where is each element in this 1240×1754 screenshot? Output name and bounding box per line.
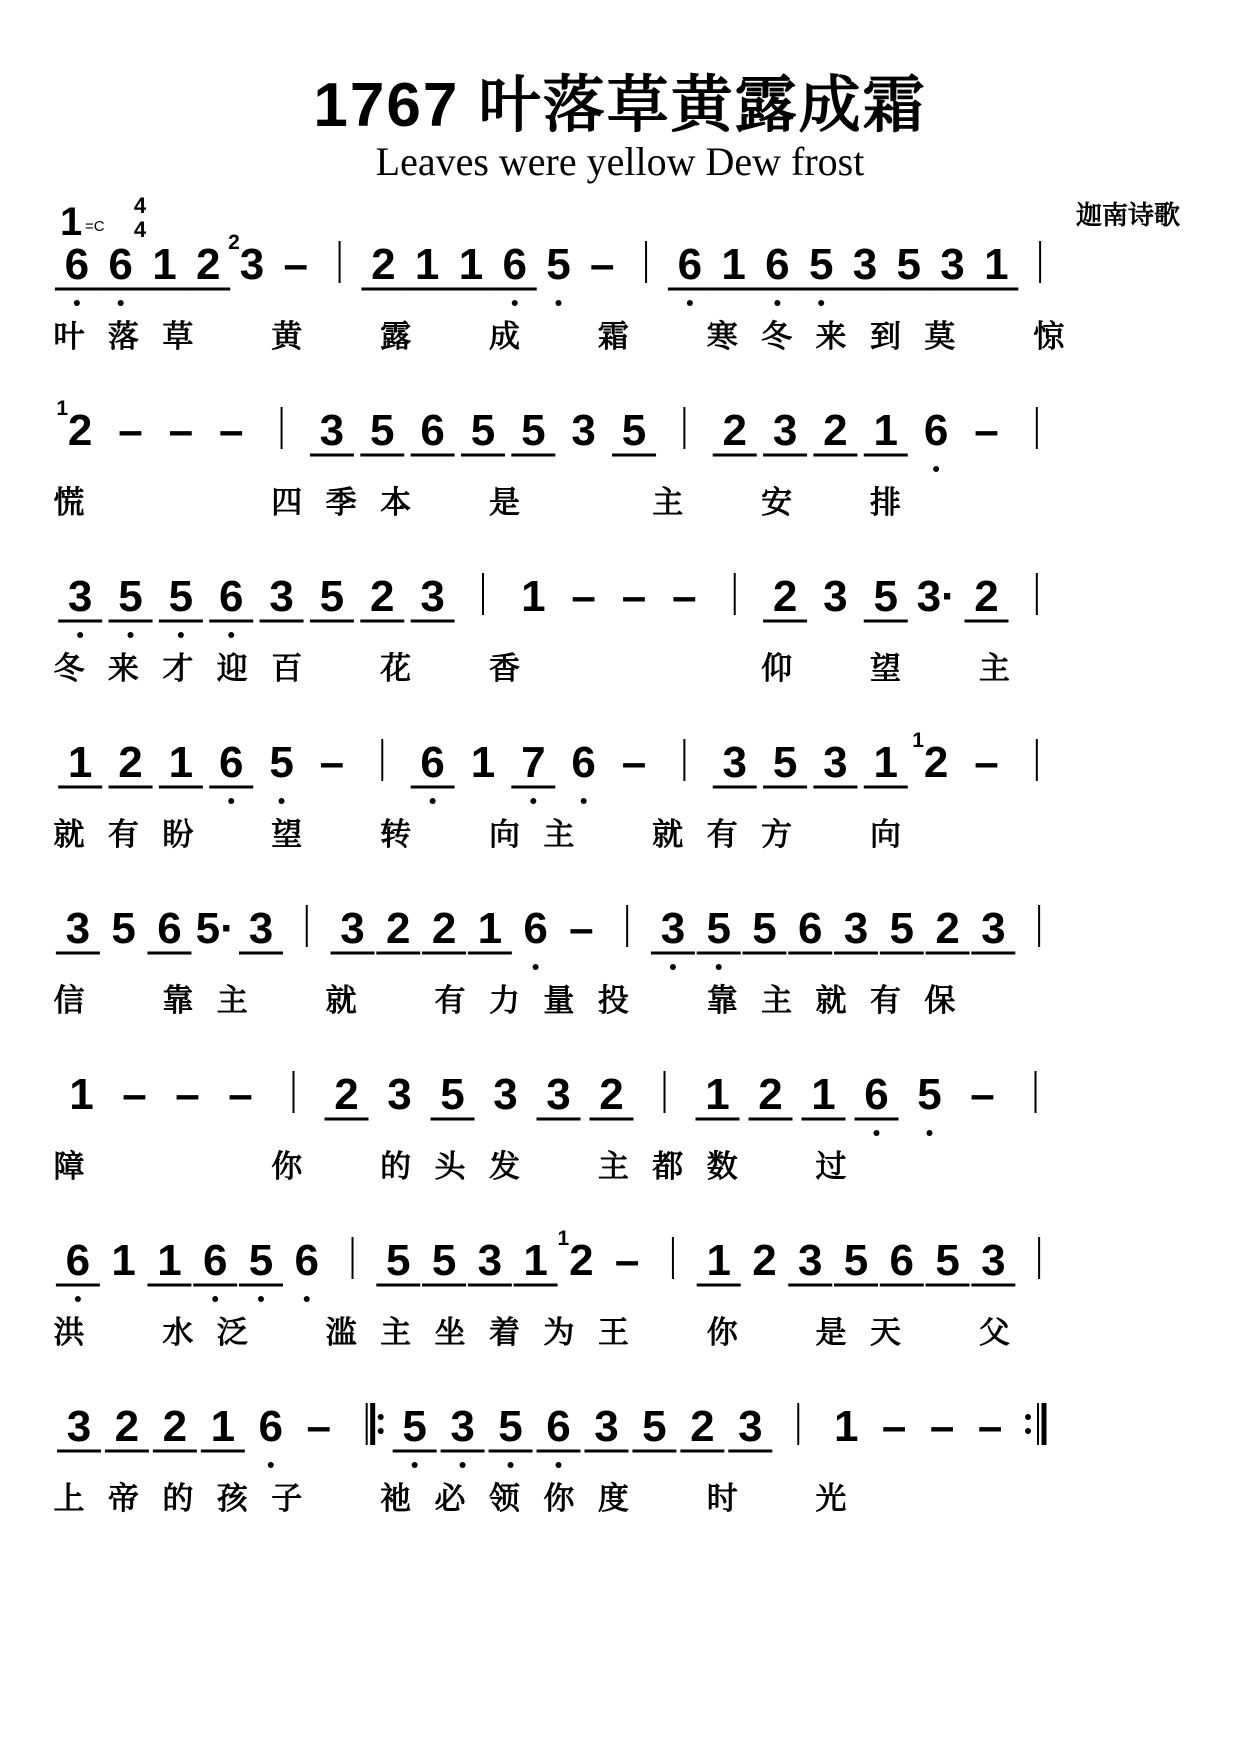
lyric-char: 向 [869,817,901,853]
note-digit: 6 [889,1236,915,1285]
lyric-char: 天 [869,1315,901,1351]
lyric-char: 才 [162,651,194,687]
key-equals: =C [85,218,105,235]
note-digit: 3 [67,572,93,621]
note-digit: 1 [721,240,746,289]
lyric-char: 露 [380,319,412,355]
note-digit: 3 [843,904,869,953]
note-digit: – [974,738,999,787]
lyric-char: 来 [107,651,139,687]
note-digit: 6 [65,1236,91,1285]
note-digit: 1 [152,240,177,289]
low-octave-dot [508,1462,514,1468]
lyric-char: 数 [706,1149,738,1185]
low-octave-dot [212,1296,218,1302]
note-digit: 6 [202,1236,228,1285]
lyric-char: 滥 [325,1315,357,1351]
note-digit: 1 [811,1070,836,1119]
lyric-char: 百 [271,651,303,687]
lyric-char: 主 [380,1315,412,1351]
lyric-char: 仰 [761,651,793,687]
low-octave-dot [178,632,184,638]
low-octave-dot [927,1130,933,1136]
note-digit: 2 [974,572,999,621]
lyric-char: 黄 [271,319,303,355]
lyric-char: 花 [380,651,412,687]
note-digit: 5 [248,1236,274,1285]
lyric-char: 王 [597,1315,629,1351]
key-signature: 1 [60,200,83,244]
note-digit: 5 [168,572,194,621]
note-digit: 1 [833,1402,859,1451]
lyric-char: 是 [488,485,520,521]
lyric-char: 泛 [216,1315,248,1351]
lyric-char: 过 [815,1149,847,1185]
note-digit: 5 [706,904,731,953]
lyric-char: 父 [978,1315,1010,1351]
note-digit: 5 [498,1402,523,1451]
lyric-char: 保 [924,983,956,1019]
note-digit: 3 [823,738,848,787]
lyric-char: 你 [543,1481,575,1517]
note-digit: 1 [873,406,899,455]
lyric-char: 靠 [706,983,738,1019]
low-octave-dot [774,300,780,306]
note-digit: 1 [470,738,496,787]
note-digit: 6 [64,240,90,289]
lyric-char: 迎 [216,651,248,687]
lyric-char: 排 [869,485,901,521]
low-octave-dot [670,964,676,970]
lyric-char: 头 [434,1149,466,1185]
note-digit: 3 [798,1236,823,1285]
note-digit: 2 [722,406,747,455]
note-digit: – [306,1402,331,1451]
lyric-char: 主 [761,983,793,1019]
lyric-char: 方 [761,817,793,853]
lyric-char: 子 [271,1481,303,1517]
note-digit: 1 [458,240,484,289]
note-digit: 6 [923,406,949,455]
lyric-char: 冬 [53,651,85,687]
lyric-char: 障 [53,1149,85,1185]
note-digit: 5 [873,572,899,621]
note-digit: 3· [916,572,956,621]
note-digit: 3 [852,240,878,289]
note-digit: – [122,1070,147,1119]
note-digit: 1 [168,738,194,787]
lyric-char: 为 [543,1315,575,1351]
lyric-char: 信 [53,983,85,1019]
lyric-char: 靠 [162,983,194,1019]
note-digit: 1 [521,572,546,621]
note-digit: – [319,738,345,787]
note-digit: 1 [67,738,93,787]
note-digit: 5 [402,1402,427,1451]
note-digit: 1 [210,1402,236,1451]
note-digit: – [621,572,647,621]
note-digit: 3 [722,738,747,787]
note-digit: 5 [111,904,136,953]
lyric-char: 孩 [216,1481,248,1517]
repeat-dot [378,1414,384,1420]
lyric-char: 洪 [53,1315,85,1351]
note-digit: 5 [935,1236,960,1285]
low-octave-dot [412,1462,418,1468]
note-digit: 5 [386,1236,411,1285]
low-octave-dot [75,1296,81,1302]
note-digit: 6 [765,240,790,289]
lyric-char: 必 [434,1481,466,1517]
lyric-char: 望 [271,817,303,853]
note-digit: 2 [114,1402,140,1451]
lyric-char: 成 [488,319,520,355]
low-octave-dot [556,300,562,306]
note-digit: 6 [218,572,244,621]
note-digit: 3 [981,1236,1006,1285]
low-octave-dot [118,300,124,306]
low-octave-dot [933,466,939,472]
lyric-char: 着 [488,1315,520,1351]
note-digit: 3 [594,1402,619,1451]
lyric-char: 就 [652,817,684,853]
note-digit: 5 [917,1070,942,1119]
note-digit: 6 [502,240,527,289]
lyric-char: 主 [597,1149,629,1185]
note-digit: 3 [420,572,445,621]
lyric-char: 香 [488,651,520,687]
low-octave-dot [77,632,83,638]
note-digit: 5· [195,904,235,953]
note-digit: 5 [269,738,294,787]
note-digit: 6 [864,1070,889,1119]
low-octave-dot [530,798,536,804]
lyric-char: 主 [543,817,575,853]
note-digit: 6 [258,1402,284,1451]
note-digit: – [614,1236,640,1285]
lyric-char: 投 [597,983,629,1019]
lyric-char: 安 [761,485,793,521]
note-digit: – [672,572,697,621]
note-digit: – [228,1070,253,1119]
lyric-char: 就 [53,817,85,853]
note-digit: 1 [873,738,899,787]
note-digit: 3 [248,904,274,953]
lyric-char: 主 [216,983,248,1019]
grace-note: 1 [56,397,69,420]
note-digit: 6 [523,904,548,953]
lyric-char: 就 [325,983,357,1019]
grace-note: 1 [557,1227,570,1250]
lyric-char: 向 [488,817,520,853]
note-digit: 3 [493,1070,518,1119]
note-digit: – [569,904,594,953]
note-digit: 6 [546,1402,571,1451]
low-octave-dot [430,798,436,804]
note-digit: 1 [477,904,503,953]
song-title: 1767 叶落草黄露成霜 [313,71,927,140]
note-digit: 5 [896,240,922,289]
note-digit: 1 [523,1236,548,1285]
note-digit: – [929,1402,955,1451]
lyric-char: 是 [815,1315,847,1351]
lyric-char: 上 [53,1481,85,1517]
note-digit: 6 [420,406,445,455]
note-digit: 2 [118,738,143,787]
lyric-char: 你 [706,1315,738,1351]
low-octave-dot [228,798,234,804]
note-digit: 5 [370,406,395,455]
note-digit: 2 [772,572,798,621]
note-digit: 5 [808,240,834,289]
low-octave-dot [512,300,518,306]
note-digit: 1 [705,1070,730,1119]
note-digit: 3 [660,904,686,953]
note-digit: 6 [571,738,596,787]
lyric-char: 度 [597,1481,629,1517]
note-digit: 2 [758,1070,783,1119]
note-digit: 5 [431,1236,457,1285]
note-digit: 1 [111,1236,136,1285]
note-digit: 5 [843,1236,869,1285]
note-digit: 2 [569,1236,594,1285]
repeat-dot [1025,1428,1031,1434]
low-octave-dot [874,1130,880,1136]
repeat-dot [378,1428,384,1434]
low-octave-dot [556,1462,562,1468]
low-octave-dot [279,798,285,804]
note-digit: – [970,1070,995,1119]
note-digit: – [974,406,999,455]
lyric-char: 量 [543,983,575,1019]
note-digit: – [168,406,194,455]
note-digit: – [175,1070,200,1119]
lyric-char: 时 [706,1481,738,1517]
lyric-char: 寒 [706,319,738,355]
note-digit: 3 [940,240,965,289]
low-octave-dot [716,964,722,970]
low-octave-dot [460,1462,466,1468]
note-digit: 3 [823,572,848,621]
note-digit: 3 [65,904,91,953]
note-digit: 3 [450,1402,475,1451]
note-digit: 6 [294,1236,319,1285]
low-octave-dot [818,300,824,306]
lyric-char: 来 [815,319,847,355]
note-digit: 3 [546,1070,571,1119]
note-digit: 6 [218,738,244,787]
note-digit: 1 [706,1236,731,1285]
note-digit: 6 [798,904,823,953]
note-digit: 2 [599,1070,624,1119]
note-digit: 3 [772,406,798,455]
note-digit: 6 [420,738,445,787]
note-digit: 7 [521,738,546,787]
note-digit: 2 [195,240,221,289]
note-digit: 2 [935,904,960,953]
note-digit: 3 [981,904,1006,953]
low-octave-dot [268,1462,274,1468]
note-digit: 2 [67,406,93,455]
note-digit: 5 [772,738,798,787]
low-octave-dot [128,632,134,638]
note-digit: – [218,406,244,455]
lyric-char: 光 [815,1481,847,1517]
note-digit: 5 [470,406,496,455]
lyric-char: 盼 [162,817,194,853]
lyric-char: 四 [271,485,303,521]
note-digit: 2 [334,1070,359,1119]
note-digit: 2 [431,904,457,953]
note-digit: 3 [66,1402,92,1451]
note-digit: 1 [69,1070,94,1119]
note-digit: 2 [690,1402,715,1451]
note-digit: 3 [738,1402,763,1451]
lyric-char: 惊 [1033,319,1065,355]
low-octave-dot [687,300,693,306]
lyric-char: 转 [380,817,412,853]
author-label: 迦南诗歌 [1075,201,1180,231]
lyric-char: 祂 [380,1481,412,1517]
note-digit: – [977,1402,1003,1451]
lyric-char: 你 [271,1149,303,1185]
note-digit: – [881,1402,907,1451]
note-digit: 6 [677,240,703,289]
lyric-char: 本 [380,485,412,521]
note-digit: 3 [239,240,265,289]
repeat-dot [1025,1414,1031,1420]
note-digit: 2 [162,1402,188,1451]
note-digit: 5 [319,572,345,621]
note-digit: 1 [984,240,1009,289]
lyric-char: 领 [488,1481,520,1517]
low-octave-dot [228,632,234,638]
note-digit: 2 [386,904,411,953]
lyric-char: 的 [162,1481,194,1517]
note-digit: – [118,406,143,455]
grace-note: 2 [228,231,240,254]
note-digit: 2 [370,572,395,621]
note-digit: 3 [571,406,596,455]
note-digit: 5 [118,572,143,621]
song-subtitle: Leaves were yellow Dew frost [375,139,865,184]
note-digit: 6 [108,240,133,289]
time-top: 4 [133,193,147,218]
note-digit: 2 [371,240,396,289]
low-octave-dot [581,798,587,804]
low-octave-dot [258,1296,264,1302]
note-digit: – [621,738,647,787]
note-digit: 5 [621,406,647,455]
lyric-char: 主 [978,651,1010,687]
note-digit: – [283,240,309,289]
note-digit: 5 [642,1402,667,1451]
lyric-char: 有 [869,983,901,1019]
lyric-char: 坐 [434,1315,466,1351]
lyric-char: 叶 [53,319,85,355]
lyric-char: 力 [488,983,520,1019]
note-digit: 5 [440,1070,465,1119]
note-digit: 6 [157,904,182,953]
note-digit: 2 [923,738,949,787]
note-digit: – [590,240,615,289]
lyric-char: 慌 [53,485,85,521]
lyric-char: 有 [434,983,466,1019]
note-digit: 3 [477,1236,503,1285]
low-octave-dot [304,1296,310,1302]
lyric-char: 主 [652,485,684,521]
note-digit: 3 [269,572,294,621]
note-digit: 5 [546,240,571,289]
note-digit: 2 [752,1236,777,1285]
note-digit: 1 [414,240,440,289]
note-digit: 3 [319,406,345,455]
note-digit: 5 [752,904,777,953]
lyric-char: 霜 [597,319,629,355]
lyric-char: 都 [652,1149,684,1185]
low-octave-dot [74,300,80,306]
note-digit: – [571,572,596,621]
lyric-char: 冬 [761,319,793,355]
lyric-char: 帝 [107,1481,139,1517]
lyric-char: 季 [325,485,357,521]
note-digit: 5 [521,406,546,455]
lyric-char: 落 [107,319,139,355]
lyric-char: 草 [162,319,194,355]
lyric-char: 莫 [924,319,956,355]
lyric-char: 水 [162,1315,194,1351]
low-octave-dot [533,964,539,970]
lyric-char: 望 [869,651,901,687]
grace-note: 1 [912,729,924,752]
lyric-char: 就 [815,983,847,1019]
note-digit: 2 [823,406,848,455]
lyric-char: 有 [107,817,139,853]
time-bottom: 4 [133,217,147,242]
lyric-char: 的 [380,1149,412,1185]
note-digit: 5 [889,904,915,953]
note-digit: 3 [387,1070,412,1119]
lyric-char: 有 [706,817,738,853]
lyric-char: 发 [488,1149,520,1185]
lyric-char: 到 [869,319,901,355]
note-digit: 1 [157,1236,182,1285]
note-digit: 3 [340,904,365,953]
